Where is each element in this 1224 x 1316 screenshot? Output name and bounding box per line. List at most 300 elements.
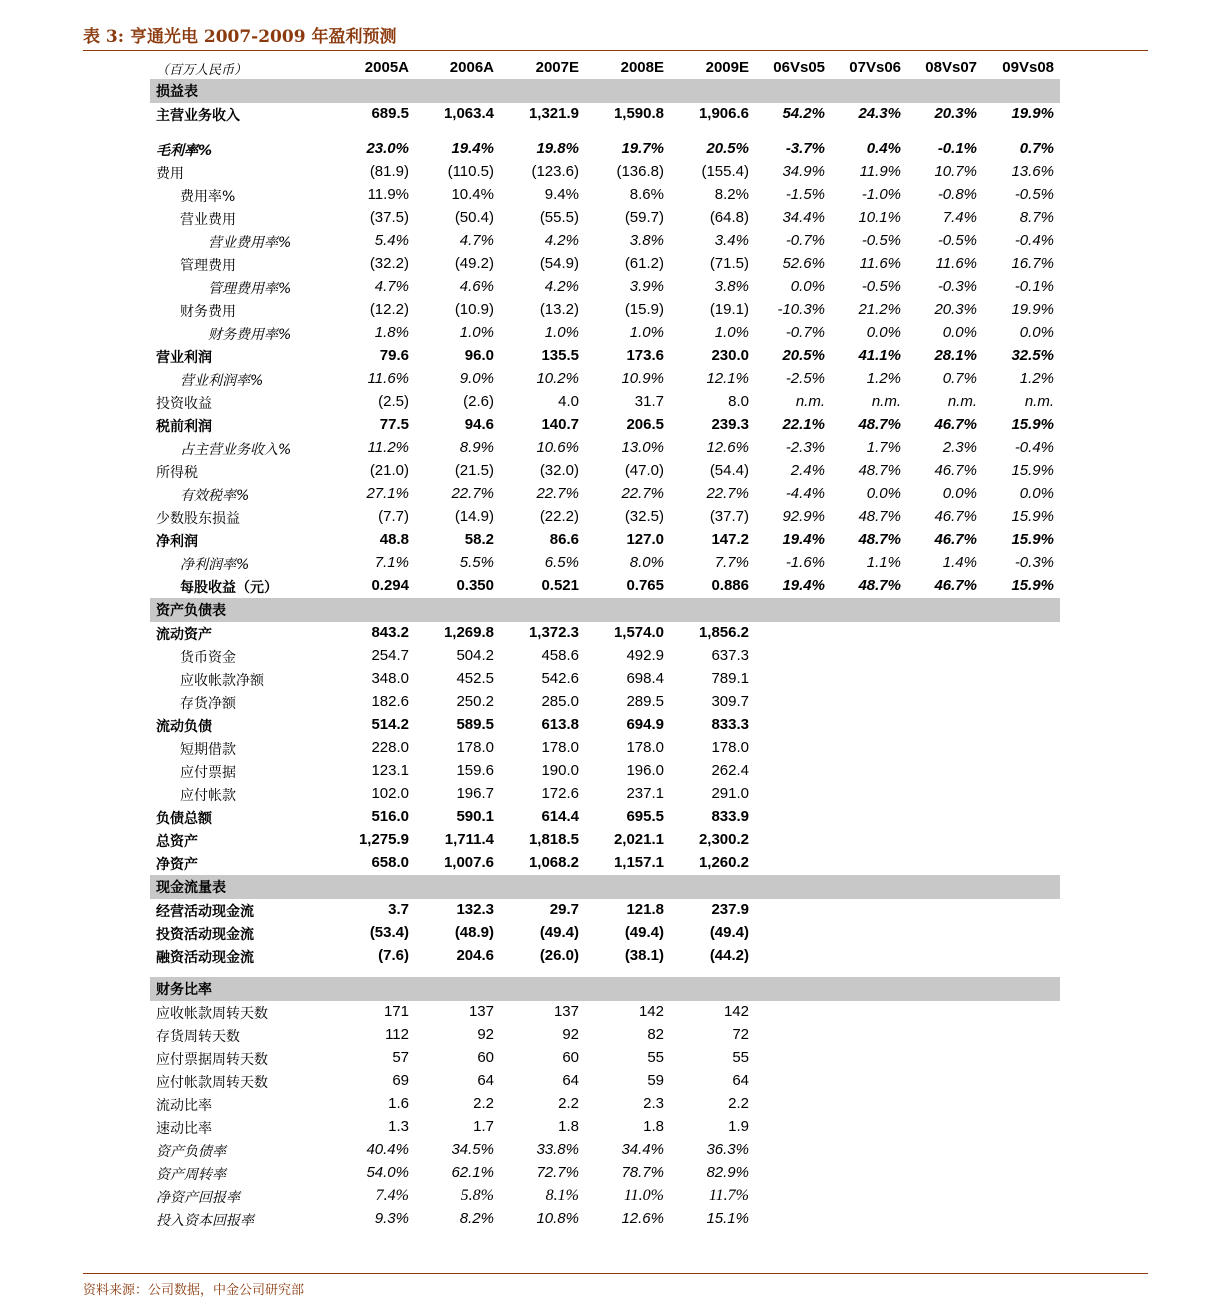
value-cell: 5.4% xyxy=(374,232,409,249)
row-label: 应付票据 xyxy=(180,765,236,781)
value-cell: 33.8% xyxy=(536,1141,579,1158)
section-header xyxy=(150,79,1060,103)
row-label: 财务费用 xyxy=(180,304,236,320)
value-cell: 178.0 xyxy=(456,739,494,756)
value-cell: (49.4) xyxy=(709,924,749,941)
value-cell: 1.3 xyxy=(388,1118,409,1135)
value-cell: 1,818.5 xyxy=(528,831,579,848)
growth-cell: 46.7% xyxy=(934,577,977,594)
value-cell: 94.6 xyxy=(464,416,494,433)
growth-cell: -0.3% xyxy=(937,278,977,295)
value-cell: 1.8 xyxy=(643,1118,664,1135)
value-cell: (48.9) xyxy=(454,924,494,941)
growth-cell: 15.9% xyxy=(1011,508,1054,525)
row-label: 营业费用率% xyxy=(208,235,292,251)
row-label: 投资收益 xyxy=(156,396,212,412)
value-cell: (32.5) xyxy=(624,508,664,525)
growth-cell: 13.6% xyxy=(1011,163,1054,180)
value-cell: 1,068.2 xyxy=(528,854,579,871)
growth-cell: 48.7% xyxy=(858,508,901,525)
value-cell: 254.7 xyxy=(371,647,409,664)
value-cell: 10.6% xyxy=(536,439,579,456)
title-rule xyxy=(83,50,1148,51)
value-cell: 36.3% xyxy=(706,1141,749,1158)
table-row xyxy=(150,138,1060,160)
value-cell: (136.8) xyxy=(616,163,664,180)
row-label: 净利润 xyxy=(156,534,198,550)
value-cell: 102.0 xyxy=(371,785,409,802)
value-cell: 64 xyxy=(562,1072,579,1089)
value-cell: 516.0 xyxy=(371,808,409,825)
value-cell: 250.2 xyxy=(456,693,494,710)
table-row xyxy=(150,391,1060,413)
value-cell: 11.6% xyxy=(367,370,409,387)
value-cell: (7.7) xyxy=(378,508,409,525)
table-row xyxy=(150,230,1060,252)
value-cell: 147.2 xyxy=(711,531,749,548)
value-cell: 12.6% xyxy=(706,439,749,456)
growth-cell: 0.0% xyxy=(942,485,977,502)
value-cell: 309.7 xyxy=(711,693,749,710)
value-cell: 8.9% xyxy=(459,439,494,456)
value-cell: (21.0) xyxy=(369,462,409,479)
value-cell: (14.9) xyxy=(454,508,494,525)
growth-cell: 52.6% xyxy=(782,255,825,272)
table-row xyxy=(150,322,1060,344)
value-cell: (21.5) xyxy=(454,462,494,479)
value-cell: 22.7% xyxy=(451,485,494,502)
value-cell: 613.8 xyxy=(541,716,579,733)
row-label: 占主营业务收入% xyxy=(180,442,292,458)
growth-cell: 54.2% xyxy=(782,105,825,122)
value-cell: 22.7% xyxy=(536,485,579,502)
growth-cell: 21.2% xyxy=(858,301,901,318)
value-cell: 833.9 xyxy=(711,808,749,825)
growth-cell: -0.7% xyxy=(785,232,825,249)
table-row xyxy=(150,414,1060,436)
value-cell: 1,574.0 xyxy=(613,624,664,641)
year-header: 2005A xyxy=(364,59,409,76)
value-cell: (59.7) xyxy=(624,209,664,226)
value-cell: 8.2% xyxy=(459,1210,494,1227)
value-cell: 77.5 xyxy=(379,416,409,433)
value-cell: 348.0 xyxy=(371,670,409,687)
value-cell: 79.6 xyxy=(379,347,409,364)
value-cell: 11.2% xyxy=(367,439,409,456)
value-cell: 8.6% xyxy=(629,186,664,203)
row-label: 应收帐款净额 xyxy=(180,673,264,689)
value-cell: 458.6 xyxy=(541,647,579,664)
growth-cell: 1.7% xyxy=(866,439,901,456)
value-cell: (123.6) xyxy=(531,163,579,180)
value-cell: 1,063.4 xyxy=(443,105,494,122)
table-row xyxy=(150,345,1060,367)
value-cell: 132.3 xyxy=(456,901,494,918)
growth-cell: 20.3% xyxy=(934,105,977,122)
value-cell: 159.6 xyxy=(456,762,494,779)
value-cell: 0.294 xyxy=(371,577,409,594)
growth-cell: 48.7% xyxy=(858,577,901,594)
value-cell: 1,007.6 xyxy=(443,854,494,871)
growth-cell: -1.6% xyxy=(785,554,825,571)
value-cell: 2.2 xyxy=(473,1095,494,1112)
value-cell: (49.4) xyxy=(624,924,664,941)
value-cell: 492.9 xyxy=(626,647,664,664)
growth-cell: n.m. xyxy=(871,393,901,410)
value-cell: (37.7) xyxy=(709,508,749,525)
value-cell: 4.2% xyxy=(544,232,579,249)
value-cell: 178.0 xyxy=(626,739,664,756)
value-cell: 694.9 xyxy=(626,716,664,733)
value-cell: 10.8% xyxy=(536,1210,579,1227)
value-cell: 237.9 xyxy=(711,901,749,918)
row-label: 净资产 xyxy=(156,857,198,873)
value-cell: 140.7 xyxy=(541,416,579,433)
value-cell: 1.9 xyxy=(728,1118,749,1135)
value-cell: 3.8% xyxy=(714,278,749,295)
table-row xyxy=(150,645,1060,667)
table-row xyxy=(150,103,1060,125)
table-row xyxy=(150,1070,1060,1092)
value-cell: 123.1 xyxy=(371,762,409,779)
value-cell: 196.7 xyxy=(456,785,494,802)
growth-cell: -0.5% xyxy=(1014,186,1054,203)
value-cell: 230.0 xyxy=(711,347,749,364)
value-cell: (2.5) xyxy=(378,393,409,410)
value-cell: 504.2 xyxy=(456,647,494,664)
growth-cell: 48.7% xyxy=(858,462,901,479)
value-cell: (15.9) xyxy=(624,301,664,318)
growth-header: 08Vs07 xyxy=(925,59,977,76)
growth-cell: 46.7% xyxy=(934,462,977,479)
value-cell: 0.765 xyxy=(626,577,664,594)
section-label: 损益表 xyxy=(156,84,198,100)
growth-cell: 1.2% xyxy=(1019,370,1054,387)
year-header: 2009E xyxy=(705,59,749,76)
value-cell: 135.5 xyxy=(541,347,579,364)
row-label: 毛利率% xyxy=(156,143,213,159)
value-cell: 60 xyxy=(477,1049,494,1066)
growth-cell: 15.9% xyxy=(1011,416,1054,433)
table-row xyxy=(150,1047,1060,1069)
row-label: 每股收益（元） xyxy=(180,580,278,596)
value-cell: 3.4% xyxy=(714,232,749,249)
value-cell: 1,321.9 xyxy=(528,105,579,122)
table-row xyxy=(150,506,1060,528)
value-cell: 1.0% xyxy=(544,324,579,341)
value-cell: 1,269.8 xyxy=(443,624,494,641)
row-label: 流动负债 xyxy=(156,719,212,735)
growth-header: 06Vs05 xyxy=(773,59,825,76)
value-cell: (53.4) xyxy=(369,924,409,941)
value-cell: 4.7% xyxy=(459,232,494,249)
growth-cell: -0.1% xyxy=(1014,278,1054,295)
value-cell: 589.5 xyxy=(456,716,494,733)
value-cell: 22.7% xyxy=(621,485,664,502)
value-cell: 8.0% xyxy=(629,554,664,571)
value-cell: 4.2% xyxy=(544,278,579,295)
value-cell: 10.2% xyxy=(536,370,579,387)
value-cell: (47.0) xyxy=(624,462,664,479)
value-cell: 3.7 xyxy=(388,901,409,918)
growth-cell: -0.4% xyxy=(1014,232,1054,249)
value-cell: (2.6) xyxy=(463,393,494,410)
row-label: 净利润率% xyxy=(180,557,250,573)
value-cell: 10.4% xyxy=(451,186,494,203)
value-cell: 1,260.2 xyxy=(698,854,749,871)
value-cell: (110.5) xyxy=(447,163,494,180)
growth-cell: 0.7% xyxy=(1019,140,1054,157)
value-cell: (37.5) xyxy=(369,209,409,226)
growth-cell: 7.4% xyxy=(942,209,977,226)
value-cell: 1.0% xyxy=(714,324,749,341)
row-label: 费用率% xyxy=(180,189,236,205)
value-cell: (155.4) xyxy=(701,163,749,180)
growth-cell: 15.9% xyxy=(1011,577,1054,594)
value-cell: 3.8% xyxy=(629,232,664,249)
growth-cell: -1.0% xyxy=(861,186,901,203)
value-cell: (44.2) xyxy=(709,947,749,964)
value-cell: 6.5% xyxy=(544,554,579,571)
growth-header: 09Vs08 xyxy=(1002,59,1054,76)
growth-cell: 20.3% xyxy=(934,301,977,318)
growth-cell: 19.9% xyxy=(1011,105,1054,122)
growth-cell: 11.6% xyxy=(935,255,977,272)
growth-cell: -1.5% xyxy=(785,186,825,203)
row-label: 流动比率 xyxy=(156,1098,212,1114)
row-label: 负债总额 xyxy=(156,811,212,827)
value-cell: 69 xyxy=(392,1072,409,1089)
source-note: 资料来源：公司数据，中金公司研究部 xyxy=(83,1283,305,1298)
value-cell: 1,711.4 xyxy=(444,831,494,848)
value-cell: 1,856.2 xyxy=(698,624,749,641)
table-row xyxy=(150,276,1060,298)
value-cell: 5.5% xyxy=(459,554,494,571)
value-cell: 64 xyxy=(732,1072,749,1089)
value-cell: 137 xyxy=(468,1003,494,1020)
value-cell: 34.5% xyxy=(451,1141,494,1158)
value-cell: 29.7 xyxy=(549,901,579,918)
row-label: 资产周转率 xyxy=(156,1167,226,1183)
value-cell: 172.6 xyxy=(541,785,579,802)
value-cell: 262.4 xyxy=(711,762,749,779)
growth-cell: 2.4% xyxy=(790,462,825,479)
value-cell: 789.1 xyxy=(711,670,749,687)
value-cell: 60 xyxy=(562,1049,579,1066)
row-label: 管理费用率% xyxy=(208,281,292,297)
value-cell: (61.2) xyxy=(624,255,664,272)
value-cell: 72.7% xyxy=(536,1164,579,1181)
growth-cell: 16.7% xyxy=(1011,255,1054,272)
value-cell: 9.0% xyxy=(459,370,494,387)
value-cell: 9.3% xyxy=(374,1210,409,1227)
table-row xyxy=(150,1139,1060,1161)
growth-cell: 1.2% xyxy=(866,370,901,387)
value-cell: 658.0 xyxy=(371,854,409,871)
value-cell: 0.350 xyxy=(456,577,494,594)
value-cell: 833.3 xyxy=(711,716,749,733)
table-row xyxy=(150,460,1060,482)
value-cell: 137 xyxy=(553,1003,579,1020)
value-cell: 20.5% xyxy=(706,140,749,157)
row-label: 少数股东损益 xyxy=(156,511,240,527)
table-row xyxy=(150,207,1060,229)
value-cell: (54.4) xyxy=(709,462,749,479)
growth-cell: 0.7% xyxy=(942,370,977,387)
row-label: 税前利润 xyxy=(156,419,212,435)
table-row xyxy=(150,368,1060,390)
value-cell: (64.8) xyxy=(709,209,749,226)
growth-cell: 48.7% xyxy=(858,416,901,433)
value-cell: 178.0 xyxy=(541,739,579,756)
value-cell: 8.2% xyxy=(714,186,749,203)
growth-cell: -0.5% xyxy=(861,278,901,295)
table-row xyxy=(150,622,1060,644)
year-header: 2008E xyxy=(620,59,664,76)
value-cell: 11.7% xyxy=(708,1187,749,1204)
value-cell: 78.7% xyxy=(621,1164,664,1181)
row-label: 主营业务收入 xyxy=(156,108,240,124)
table-row xyxy=(150,899,1060,921)
section-header xyxy=(150,875,1060,899)
value-cell: 1.8 xyxy=(558,1118,579,1135)
growth-cell: 19.4% xyxy=(782,531,825,548)
table-row xyxy=(150,437,1060,459)
value-cell: 1,157.1 xyxy=(613,854,664,871)
year-header: 2006A xyxy=(449,59,494,76)
value-cell: 614.4 xyxy=(541,808,579,825)
table-row xyxy=(150,668,1060,690)
row-label: 营业利润率% xyxy=(180,373,264,389)
table-row xyxy=(150,1024,1060,1046)
row-label: 投资活动现金流 xyxy=(156,927,254,943)
section-header xyxy=(150,598,1060,622)
section-label: 现金流量表 xyxy=(156,880,226,896)
value-cell: 1.7 xyxy=(473,1118,494,1135)
table-row xyxy=(150,852,1060,874)
growth-cell: -0.8% xyxy=(937,186,977,203)
value-cell: 1,906.6 xyxy=(698,105,749,122)
row-label: 存货周转天数 xyxy=(156,1029,240,1045)
value-cell: 237.1 xyxy=(626,785,664,802)
value-cell: 2.2 xyxy=(558,1095,579,1112)
growth-cell: n.m. xyxy=(1024,393,1054,410)
growth-cell: 11.6% xyxy=(859,255,901,272)
growth-cell: -0.4% xyxy=(1014,439,1054,456)
value-cell: 542.6 xyxy=(541,670,579,687)
growth-cell: 0.0% xyxy=(1019,324,1054,341)
value-cell: 239.3 xyxy=(711,416,749,433)
value-cell: 285.0 xyxy=(541,693,579,710)
growth-cell: 8.7% xyxy=(1019,209,1054,226)
growth-cell: 19.4% xyxy=(782,577,825,594)
value-cell: 62.1% xyxy=(451,1164,494,1181)
table-row xyxy=(150,737,1060,759)
growth-cell: -0.5% xyxy=(861,232,901,249)
growth-cell: -3.7% xyxy=(785,140,825,157)
table-row xyxy=(150,483,1060,505)
table-row xyxy=(150,783,1060,805)
growth-cell: -2.3% xyxy=(785,439,825,456)
table-row xyxy=(150,945,1060,967)
value-cell: 590.1 xyxy=(456,808,494,825)
value-cell: 0.521 xyxy=(541,577,579,594)
growth-header: 07Vs06 xyxy=(849,59,901,76)
value-cell: (49.4) xyxy=(539,924,579,941)
table-row xyxy=(150,529,1060,551)
growth-cell: 34.4% xyxy=(782,209,825,226)
section-label: 财务比率 xyxy=(156,982,212,998)
value-cell: 4.7% xyxy=(374,278,409,295)
value-cell: (7.6) xyxy=(378,947,409,964)
value-cell: 31.7 xyxy=(634,393,664,410)
value-cell: 72 xyxy=(732,1026,749,1043)
value-cell: 7.7% xyxy=(714,554,749,571)
value-cell: (54.9) xyxy=(539,255,579,272)
row-label: 所得税 xyxy=(156,465,198,481)
row-label: 财务费用率% xyxy=(208,327,292,343)
table-row xyxy=(150,922,1060,944)
value-cell: (12.2) xyxy=(369,301,409,318)
growth-cell: 28.1% xyxy=(934,347,977,364)
growth-cell: -2.5% xyxy=(785,370,825,387)
value-cell: 2.3 xyxy=(643,1095,664,1112)
value-cell: 182.6 xyxy=(371,693,409,710)
growth-cell: 0.0% xyxy=(866,324,901,341)
table-header-row xyxy=(150,57,1060,79)
value-cell: (38.1) xyxy=(624,947,664,964)
value-cell: 698.4 xyxy=(626,670,664,687)
row-label: 总资产 xyxy=(156,834,198,850)
growth-cell: 11.9% xyxy=(859,163,901,180)
growth-cell: 34.9% xyxy=(782,163,825,180)
table-row xyxy=(150,1185,1060,1207)
value-cell: 0.886 xyxy=(711,577,749,594)
row-label: 管理费用 xyxy=(180,258,236,274)
value-cell: 142 xyxy=(638,1003,664,1020)
value-cell: 7.1% xyxy=(374,554,409,571)
value-cell: 12.6% xyxy=(621,1210,664,1227)
value-cell: 291.0 xyxy=(711,785,749,802)
growth-cell: -0.1% xyxy=(937,140,977,157)
value-cell: 2,021.1 xyxy=(613,831,664,848)
section-label: 资产负债表 xyxy=(156,603,226,619)
value-cell: 7.4% xyxy=(375,1187,409,1204)
row-label: 应收帐款周转天数 xyxy=(156,1006,268,1022)
value-cell: (71.5) xyxy=(709,255,749,272)
value-cell: 59 xyxy=(647,1072,664,1089)
value-cell: 92 xyxy=(562,1026,579,1043)
value-cell: 11.0% xyxy=(623,1187,664,1204)
growth-cell: 2.3% xyxy=(942,439,977,456)
growth-cell: 32.5% xyxy=(1011,347,1054,364)
growth-cell: 20.5% xyxy=(782,347,825,364)
value-cell: 8.0 xyxy=(728,393,749,410)
value-cell: 1,372.3 xyxy=(528,624,579,641)
value-cell: (81.9) xyxy=(369,163,409,180)
growth-cell: n.m. xyxy=(947,393,977,410)
growth-cell: 19.9% xyxy=(1011,301,1054,318)
value-cell: 289.5 xyxy=(626,693,664,710)
growth-cell: -10.3% xyxy=(777,301,825,318)
value-cell: (26.0) xyxy=(539,947,579,964)
growth-cell: 1.4% xyxy=(942,554,977,571)
value-cell: 86.6 xyxy=(549,531,579,548)
growth-cell: 24.3% xyxy=(858,105,901,122)
row-label: 货币资金 xyxy=(180,650,236,666)
value-cell: 1,590.8 xyxy=(613,105,664,122)
growth-cell: 0.0% xyxy=(942,324,977,341)
